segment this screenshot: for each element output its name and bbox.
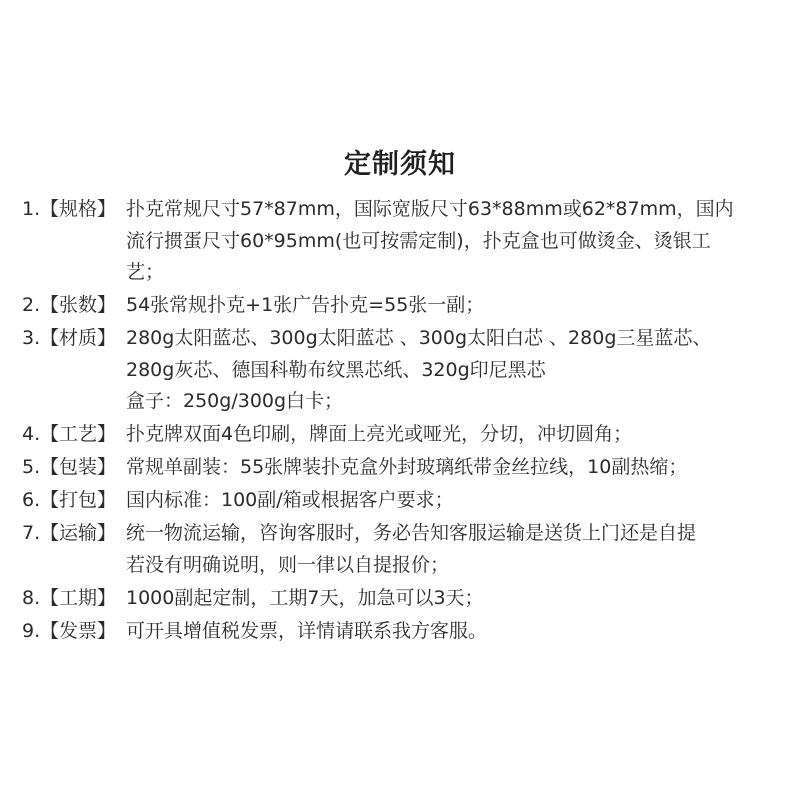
item-body	[126, 518, 792, 581]
item-number: 1.	[22, 198, 41, 220]
item-number: 5.	[22, 456, 41, 478]
item-line: 可开具增值税发票，详情请联系我方客服。	[126, 619, 488, 642]
item-line: 280g灰芯、德国科勒布纹黑芯纸、320g印尼黑芯	[126, 358, 546, 381]
list-item-spec	[22, 194, 792, 289]
item-line: 流行掼蛋尺寸60*95mm(也可按需定制)，扑克盒也可做烫金、烫银工	[126, 229, 711, 252]
item-label: 【包装】	[40, 456, 117, 478]
item-number: 6.	[22, 489, 41, 511]
list-item-shipping	[22, 518, 792, 581]
item-line: 常规单副装：55张牌装扑克盒外封玻璃纸带金丝拉线，10副热缩；	[126, 456, 688, 478]
list-item-card-count	[22, 290, 792, 322]
item-body	[126, 419, 792, 451]
item-number: 4.	[22, 423, 41, 445]
item-number: 9.	[22, 619, 41, 642]
item-line: 若没有明确说明，则一律以自提报价；	[126, 553, 450, 576]
item-label: 【规格】	[40, 198, 117, 220]
item-label: 【工艺】	[40, 423, 117, 445]
item-label: 【打包】	[40, 489, 117, 511]
item-number: 3.	[22, 327, 41, 349]
item-line: 艺；	[126, 261, 165, 283]
list-item-craft	[22, 419, 792, 451]
list-item-lead-time	[22, 583, 792, 615]
item-line: 国内标准：100副/箱或根据客户要求；	[126, 489, 454, 511]
item-body	[126, 583, 792, 615]
item-body	[126, 323, 792, 418]
item-number: 2.	[22, 294, 41, 316]
item-body	[126, 485, 792, 517]
item-line: 统一物流运输，咨询客服时，务必告知客服运输是送货上门还是自提	[126, 522, 697, 544]
item-label: 【工期】	[40, 586, 117, 609]
item-label: 【张数】	[40, 294, 117, 316]
page-title: 定制须知	[344, 149, 456, 180]
list-item-boxing	[22, 485, 792, 517]
item-label: 【发票】	[40, 619, 117, 642]
item-body	[126, 452, 792, 484]
item-body	[126, 290, 792, 322]
item-body	[126, 616, 792, 648]
list-item-invoice	[22, 616, 792, 648]
item-label: 【材质】	[40, 327, 117, 349]
item-number: 8.	[22, 586, 41, 609]
notice-list	[22, 194, 792, 649]
item-line: 盒子：250g/300g白卡；	[126, 390, 344, 412]
item-number: 7.	[22, 522, 41, 544]
item-line: 扑克牌双面4色印刷，牌面上亮光或哑光，分切，冲切圆角；	[126, 423, 633, 445]
list-item-material	[22, 323, 792, 418]
item-line: 54张常规扑克+1张广告扑克=55张一副；	[126, 294, 485, 316]
item-label: 【运输】	[40, 522, 117, 544]
item-line: 280g太阳蓝芯、300g太阳蓝芯 、300g太阳白芯 、280g三星蓝芯、	[126, 327, 712, 349]
list-item-packaging	[22, 452, 792, 484]
item-line: 1000副起定制，工期7天，加急可以3天；	[126, 586, 484, 609]
item-body	[126, 194, 792, 289]
item-line: 扑克常规尺寸57*87mm，国际宽版尺寸63*88mm或62*87mm，国内	[126, 198, 734, 220]
